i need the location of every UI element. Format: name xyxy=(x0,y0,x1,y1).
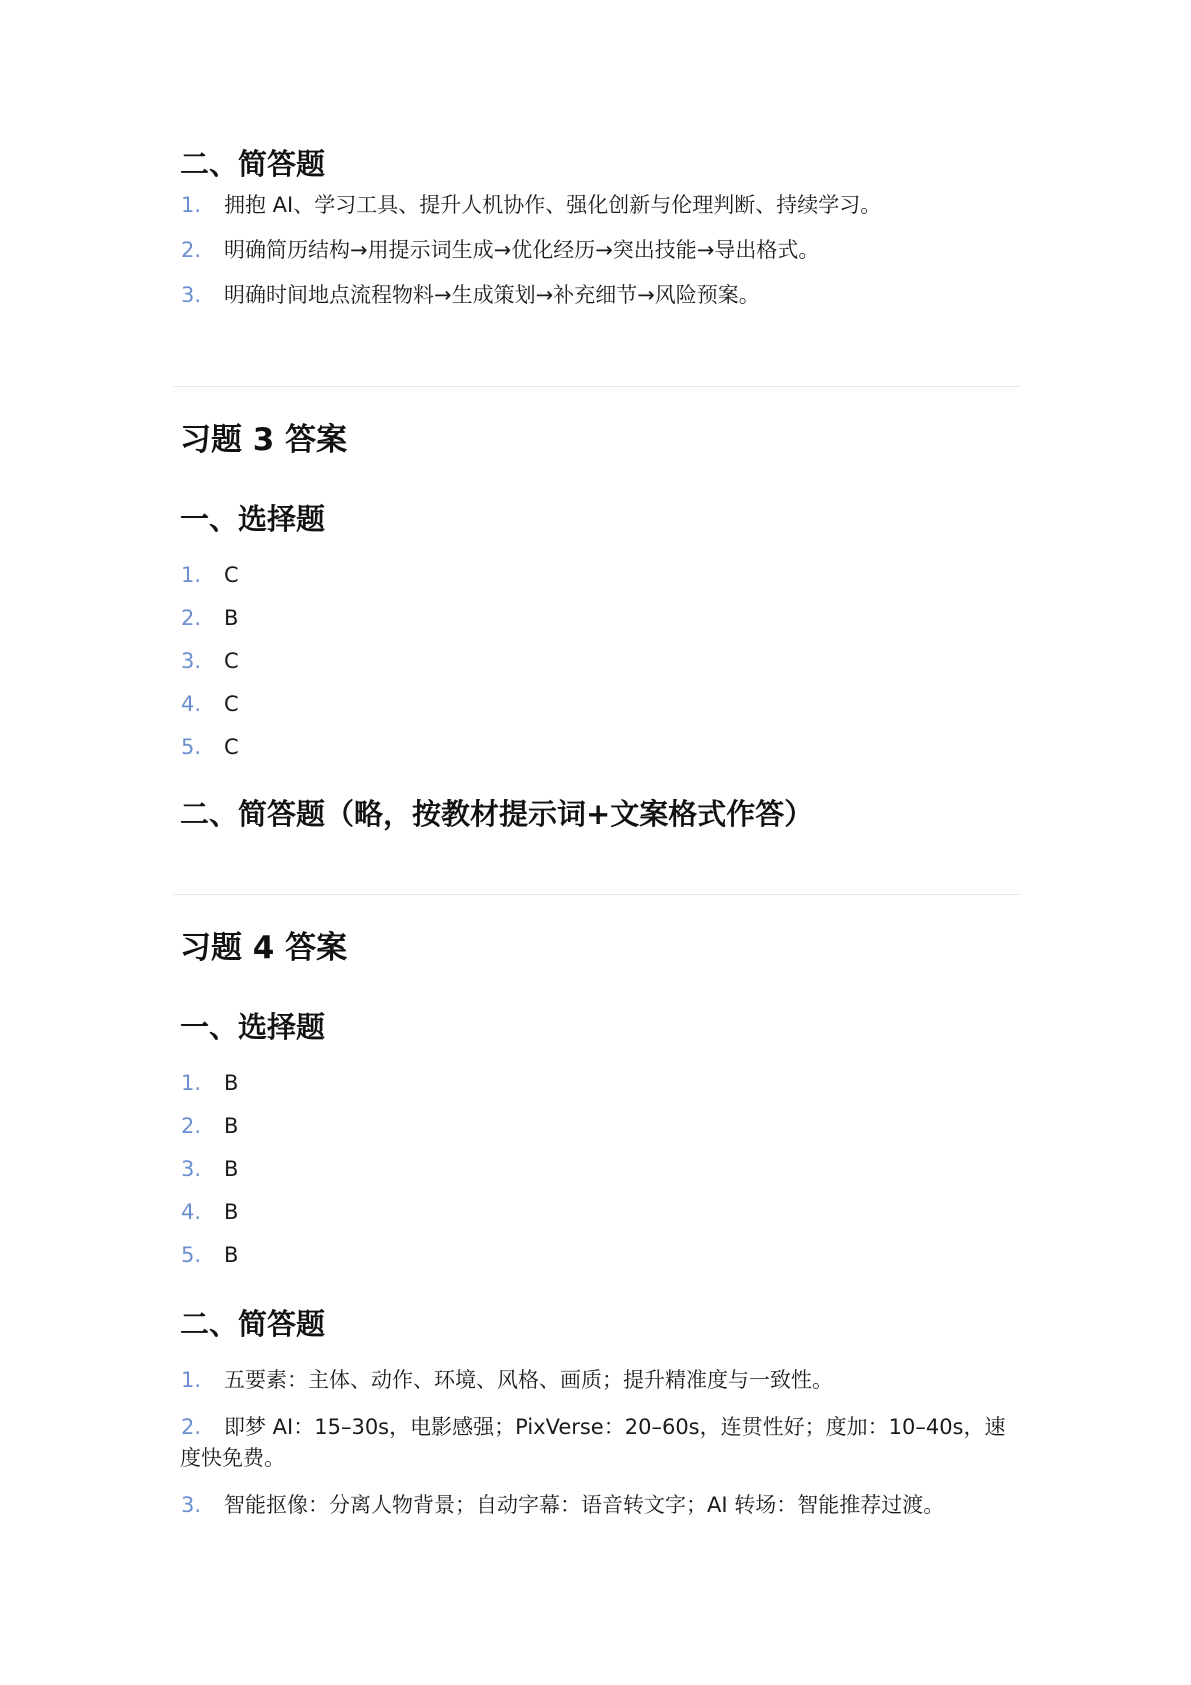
list-number: 2. xyxy=(181,606,202,630)
section-heading: 一、选择题 xyxy=(180,502,326,536)
document-page xyxy=(180,0,1020,1685)
section-heading: 二、简答题（略，按教材提示词+文案格式作答） xyxy=(180,797,814,831)
list-number: 2. xyxy=(181,238,202,262)
list-number: 5. xyxy=(181,1243,202,1267)
exercise-4-title: 习题 4 答案 xyxy=(180,930,348,966)
section-heading: 二、简答题 xyxy=(180,1307,326,1341)
list-number: 1. xyxy=(181,563,202,587)
list-item: 5. B xyxy=(180,1240,1020,1271)
list-number: 3. xyxy=(181,649,202,673)
list-item: 1. 五要素：主体、动作、环境、风格、画质；提升精准度与一致性。 xyxy=(180,1365,1020,1396)
list-number: 2. xyxy=(181,1415,202,1439)
list-item: 3. B xyxy=(180,1154,1020,1185)
list-number: 1. xyxy=(181,1368,202,1392)
list-number: 4. xyxy=(181,692,202,716)
list-item: 4. C xyxy=(180,689,1020,720)
list-item: 1. C xyxy=(180,560,1020,591)
list-number: 3. xyxy=(181,1493,202,1517)
exercise-3-title-block xyxy=(180,420,1020,460)
short-answer-section-1 xyxy=(180,145,1020,183)
choice-list-4 xyxy=(180,1068,1020,1271)
list-item: 2. 即梦 AI：15–30s，电影感强；PixVerse：20–60s，连贯性好；度加：10–40s，速度快免费。 xyxy=(180,1412,1020,1474)
list-item: 3. C xyxy=(180,646,1020,677)
list-item: 5. C xyxy=(180,732,1020,763)
list-number: 1. xyxy=(181,1071,202,1095)
list-number: 3. xyxy=(181,1157,202,1181)
list-item: 3. 明确时间地点流程物料→生成策划→补充细节→风险预案。 xyxy=(180,280,1020,311)
list-item: 4. B xyxy=(180,1197,1020,1228)
divider xyxy=(174,386,1020,387)
list-item: 1. B xyxy=(180,1068,1020,1099)
exercise-3-choice-block xyxy=(180,500,1020,538)
divider xyxy=(174,894,1020,895)
list-number: 5. xyxy=(181,735,202,759)
exercise-3-short-block xyxy=(180,795,1020,833)
list-item: 3. 智能抠像：分离人物背景；自动字幕：语音转文字；AI 转场：智能推荐过渡。 xyxy=(180,1490,1020,1521)
list-number: 2. xyxy=(181,1114,202,1138)
exercise-4-short-block xyxy=(180,1305,1020,1343)
exercise-3-title: 习题 3 答案 xyxy=(180,422,348,458)
answer-list-1 xyxy=(180,190,1020,311)
list-number: 1. xyxy=(181,193,202,217)
list-item: 2. 明确简历结构→用提示词生成→优化经历→突出技能→导出格式。 xyxy=(180,235,1020,266)
exercise-4-choice-block xyxy=(180,1008,1020,1046)
list-number: 3. xyxy=(181,283,202,307)
choice-list-3 xyxy=(180,560,1020,763)
list-item: 2. B xyxy=(180,603,1020,634)
answer-list-4 xyxy=(180,1365,1020,1521)
list-item: 1. 拥抱 AI、学习工具、提升人机协作、强化创新与伦理判断、持续学习。 xyxy=(180,190,1020,221)
list-number: 4. xyxy=(181,1200,202,1224)
list-item: 2. B xyxy=(180,1111,1020,1142)
section-heading: 一、选择题 xyxy=(180,1010,326,1044)
exercise-4-title-block xyxy=(180,928,1020,968)
section-heading: 二、简答题 xyxy=(180,147,326,181)
